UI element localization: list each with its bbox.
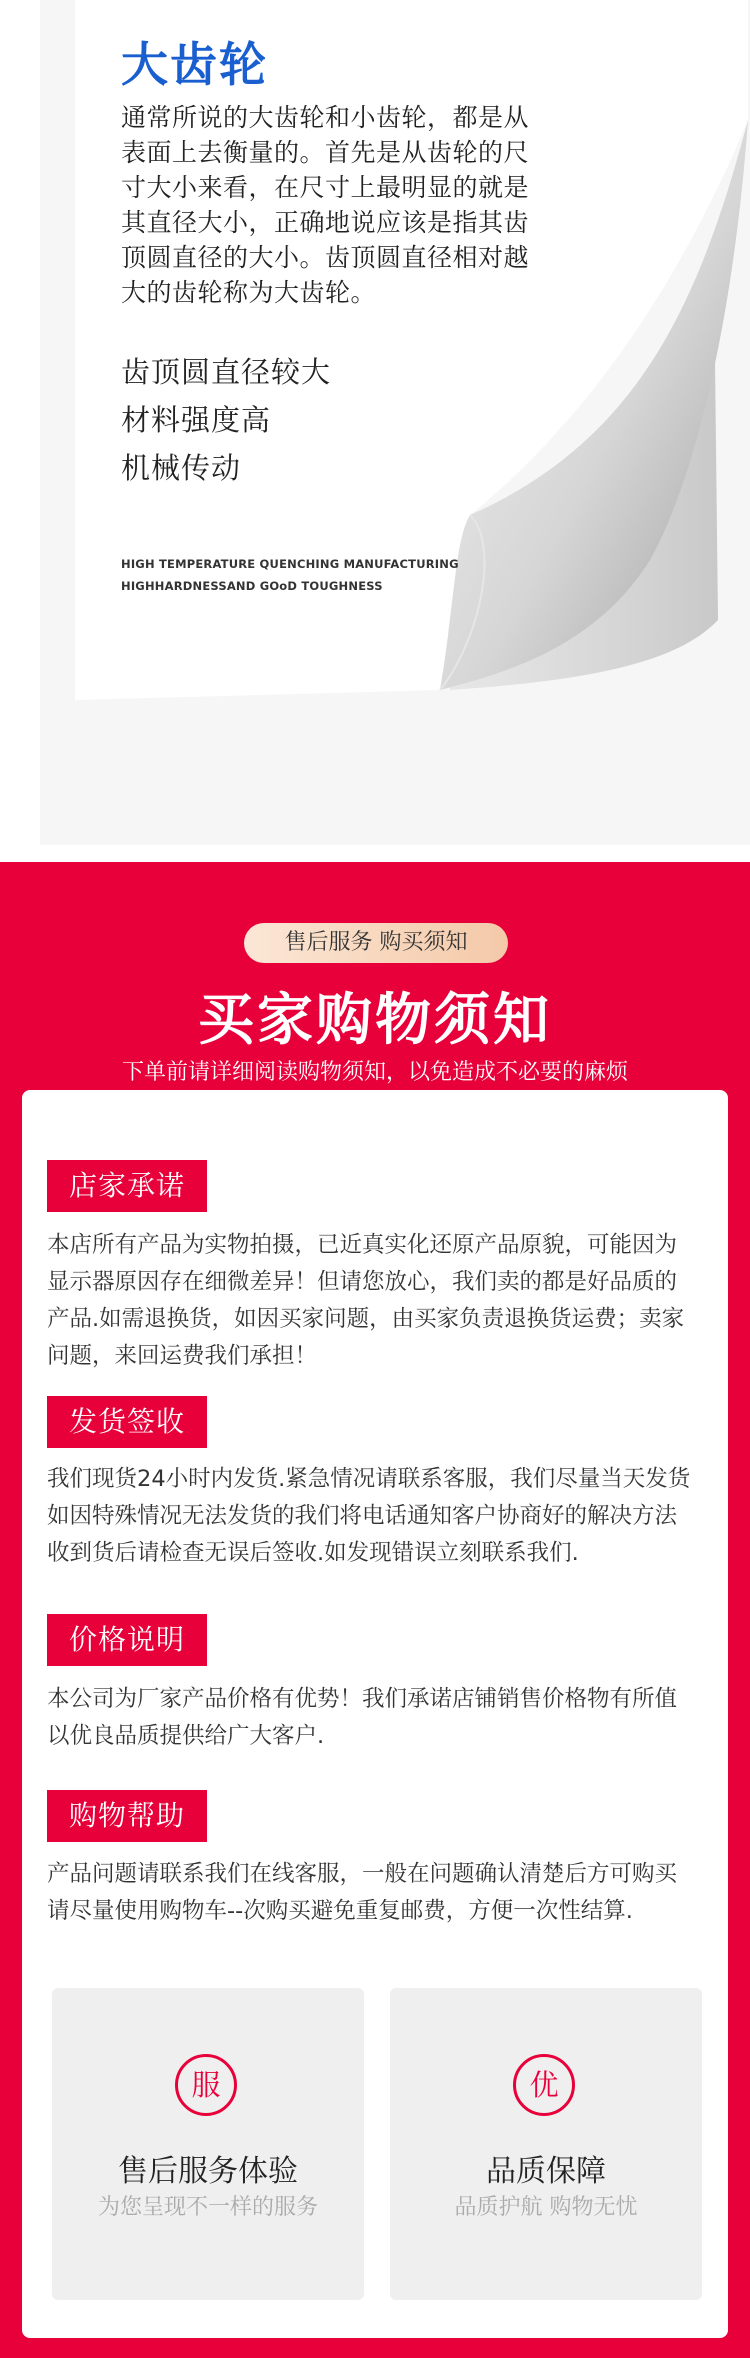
section-heading-price: 价格说明 [47, 1614, 207, 1666]
service-card-subtitle: 为您呈现不一样的服务 [97, 2195, 318, 2220]
service-card [52, 1988, 364, 2300]
quality-card-title: 品质保障 [486, 2154, 606, 2189]
feature-item: 机械传动 [121, 451, 242, 485]
english-tagline: HIGHHARDNESSAND GOoD TOUGHNESS [121, 579, 383, 593]
feature-item: 齿顶圆直径较大 [121, 355, 332, 389]
section-heading-shipping: 发货签收 [47, 1396, 207, 1448]
product-title: 大齿轮 [121, 38, 268, 93]
service-badge-icon: 服 [175, 2054, 237, 2116]
feature-item: 材料强度高 [121, 403, 272, 437]
product-intro-section [0, 0, 750, 862]
english-tagline: HIGH TEMPERATURE QUENCHING MANUFACTURING [121, 557, 459, 571]
section-text-shipping: 我们现货24小时内发货.紧急情况请联系客服，我们尽量当天发货如因特殊情况无法发货的我们将电话通知客户协商好的解决方法收到货后请检查无误后签收.如发现错误立刻联系我们. [47, 1466, 691, 1566]
section-heading-promise: 店家承诺 [47, 1160, 207, 1212]
section-text-price: 本公司为厂家产品价格有优势！我们承诺店铺销售价格物有所值以优良品质提供给广大客户. [47, 1686, 678, 1749]
section-heading-help: 购物帮助 [47, 1790, 207, 1842]
quality-card-subtitle: 品质护航 购物无忧 [454, 2195, 638, 2220]
product-description: 通常所说的大齿轮和小齿轮，都是从表面上去衡量的。首先是从齿轮的尺寸大小来看，在尺寸上最明显的就是其直径大小，正确地说应该是指其齿顶圆直径的大小。齿顶圆直径相对越大的齿轮称为大齿轮。 [121, 103, 530, 307]
section-text-help: 产品问题请联系我们在线客服，一般在问题确认清楚后方可购买请尽量使用购物车--次购买避免重复邮费，方便一次性结算. [47, 1861, 678, 1924]
quality-card [390, 1988, 702, 2300]
quality-badge-icon: 优 [513, 2054, 575, 2116]
section-text-promise: 本店所有产品为实物拍摄，已近真实化还原产品原貌，可能因为显示器原因存在细微差异！但请您放心，我们卖的都是好品质的产品.如需退换货，如因买家问题，由买家负责退换货运费；卖家问题，来回运费我们承担！ [47, 1232, 685, 1369]
after-sales-pill: 售后服务 购买须知 [244, 923, 508, 963]
notice-subtitle: 下单前请详细阅读购物须知，以免造成不必要的麻烦 [121, 1060, 628, 1085]
notice-title: 买家购物须知 [198, 988, 552, 1053]
service-card-title: 售后服务体验 [118, 2154, 298, 2189]
